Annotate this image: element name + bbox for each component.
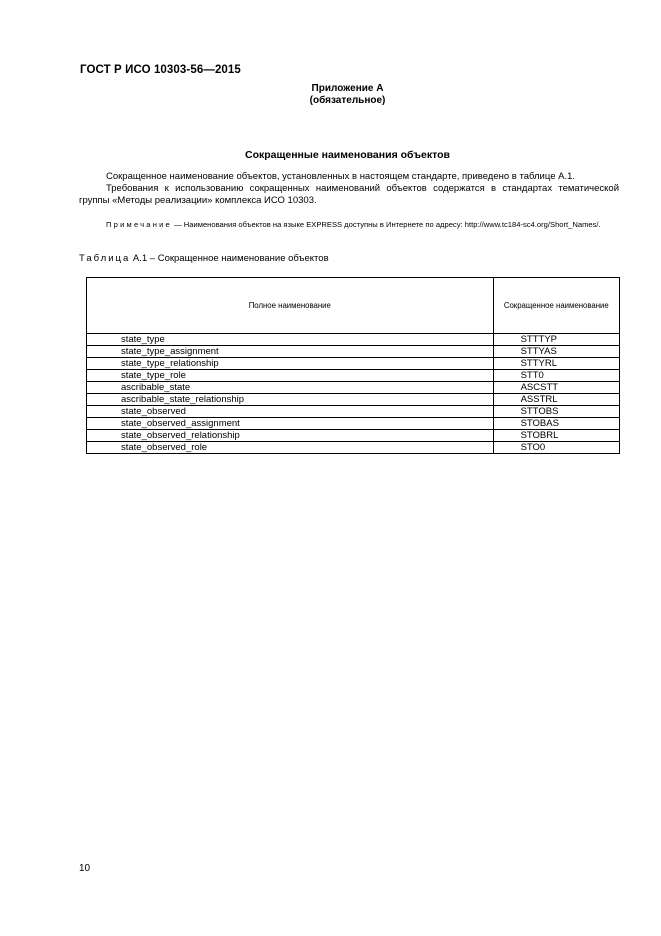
annex-title: Приложение А bbox=[311, 83, 384, 94]
full-name-cell: state_type_role bbox=[87, 370, 494, 382]
full-name-cell: state_type_relationship bbox=[87, 358, 494, 370]
table-row bbox=[87, 358, 620, 370]
body-paragraph-2: Требования к использованию сокращенных наименований объектов содержатся в стандартах тематической группы «Методы реализации» комплекса ИСО 10303. bbox=[79, 183, 619, 206]
note-label: Примечание bbox=[106, 220, 172, 229]
table-row bbox=[87, 406, 620, 418]
short-name-cell: STT0 bbox=[493, 370, 619, 382]
full-name-cell: state_observed_assignment bbox=[87, 418, 494, 430]
column-header-short-name: Сокращенное наименование bbox=[493, 278, 619, 334]
table-caption-text: А.1 – Сокращенное наименование объектов bbox=[130, 253, 329, 264]
short-name-cell: STOBRL bbox=[493, 430, 619, 442]
short-name-cell: STTYAS bbox=[493, 346, 619, 358]
note-text: Наименования объектов на языке EXPRESS доступны в Интернете по адресу: http://www.tc184-sc4.org/Short_Names/. bbox=[183, 220, 601, 229]
full-name-cell: state_observed_role bbox=[87, 442, 494, 454]
short-name-cell: ASCSTT bbox=[493, 382, 619, 394]
table-body bbox=[87, 334, 620, 454]
short-name-cell: STO0 bbox=[493, 442, 619, 454]
annex-title-block bbox=[0, 83, 661, 107]
short-name-cell: STTTYP bbox=[493, 334, 619, 346]
full-name-cell: state_observed_relationship bbox=[87, 430, 494, 442]
table-caption bbox=[79, 253, 329, 264]
table-caption-label: Таблица bbox=[79, 253, 131, 264]
table-row bbox=[87, 442, 620, 454]
table-row bbox=[87, 418, 620, 430]
full-name-cell: ascribable_state bbox=[87, 382, 494, 394]
short-names-table bbox=[86, 277, 620, 454]
section-heading: Сокращенные наименования объектов bbox=[245, 149, 450, 161]
table-header-row bbox=[87, 278, 620, 334]
column-header-full-name: Полное наименование bbox=[87, 278, 494, 334]
short-name-cell: STTOBS bbox=[493, 406, 619, 418]
body-paragraph-1: Сокращенное наименование объектов, установленных в настоящем стандарте, приведено в таблице А.1. bbox=[106, 171, 576, 182]
short-name-cell: STTYRL bbox=[493, 358, 619, 370]
table-row bbox=[87, 394, 620, 406]
short-name-cell: STOBAS bbox=[493, 418, 619, 430]
full-name-cell: state_type bbox=[87, 334, 494, 346]
table-row bbox=[87, 346, 620, 358]
note bbox=[79, 219, 619, 230]
full-name-cell: ascribable_state_relationship bbox=[87, 394, 494, 406]
full-name-cell: state_observed bbox=[87, 406, 494, 418]
short-name-cell: ASSTRL bbox=[493, 394, 619, 406]
table-row bbox=[87, 370, 620, 382]
note-dash: — bbox=[171, 220, 184, 229]
table-row bbox=[87, 382, 620, 394]
page-number: 10 bbox=[79, 863, 91, 874]
table-row bbox=[87, 334, 620, 346]
full-name-cell: state_type_assignment bbox=[87, 346, 494, 358]
table-row bbox=[87, 430, 620, 442]
annex-status: (обязательное) bbox=[309, 95, 386, 106]
document-id: ГОСТ Р ИСО 10303-56—2015 bbox=[80, 64, 241, 76]
